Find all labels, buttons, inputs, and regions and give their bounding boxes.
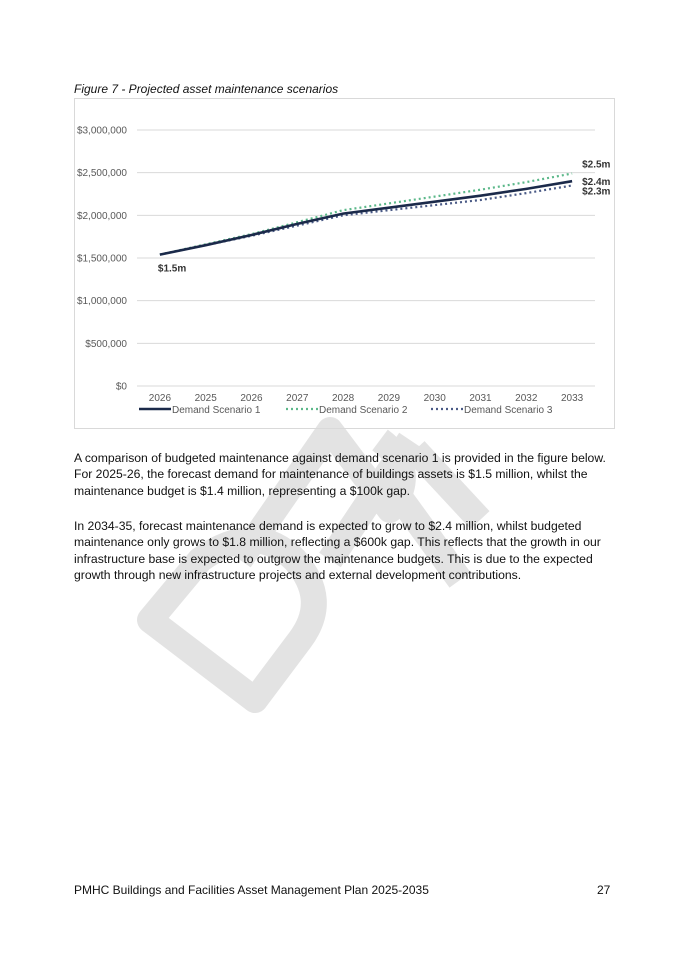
series-line-3 [160,186,572,255]
figure-caption: Figure 7 - Projected asset maintenance scenarios [74,82,339,96]
paragraph-forecast: In 2034-35, forecast maintenance demand is expected to grow to $2.4 million, whilst budgeted maintenance only grows to $1.8 million, reflecting a $600k gap. This reflects that the growth in our infrastructure base is expected to outgrow the maintenance budgets. This is due to the expected growth through new infrastructure projects and external development contributions. [74,519,601,582]
x-tick-label: 2025 [194,393,217,404]
paragraph-comparison: A comparison of budgeted maintenance against demand scenario 1 is provided in the figure below. For 2025-26, the forecast demand for maintenance of buildings assets is $1.5 million, whilst the maintenance budget is $1.4 million, representing a $100k gap. [74,451,606,498]
y-tick-label: $2,000,000 [76,210,127,222]
y-tick-label: $0 [115,381,127,393]
series-line-1 [160,181,572,254]
x-tick-label: 2027 [286,393,309,404]
x-tick-label: 2029 [377,393,401,404]
footer-title: PMHC Buildings and Facilities Asset Management Plan 2025-2035 [74,883,429,897]
x-tick-label: 2026 [148,393,172,404]
maintenance-scenarios-chart [74,98,615,429]
x-tick-label: 2032 [515,393,538,404]
data-label: $2.3m [582,186,611,198]
y-tick-label: $500,000 [85,338,127,350]
y-tick-label: $3,000,000 [76,125,127,137]
legend-label-3: Demand Scenario 3 [464,405,553,416]
data-label: $2.4m [582,177,611,189]
y-tick-label: $1,500,000 [76,253,127,265]
x-tick-label: 2033 [560,393,584,404]
x-tick-label: 2026 [240,393,263,404]
x-tick-label: 2031 [469,393,492,404]
page-number: 27 [597,883,611,897]
data-label: $1.5m [157,263,187,275]
x-tick-label: 2028 [331,393,355,404]
data-label: $2.5m [582,159,611,171]
y-tick-label: $1,000,000 [76,296,127,308]
y-tick-label: $2,500,000 [76,168,127,180]
legend-label-1: Demand Scenario 1 [172,405,261,416]
x-tick-label: 2030 [423,393,446,404]
legend-label-2: Demand Scenario 2 [319,405,408,416]
